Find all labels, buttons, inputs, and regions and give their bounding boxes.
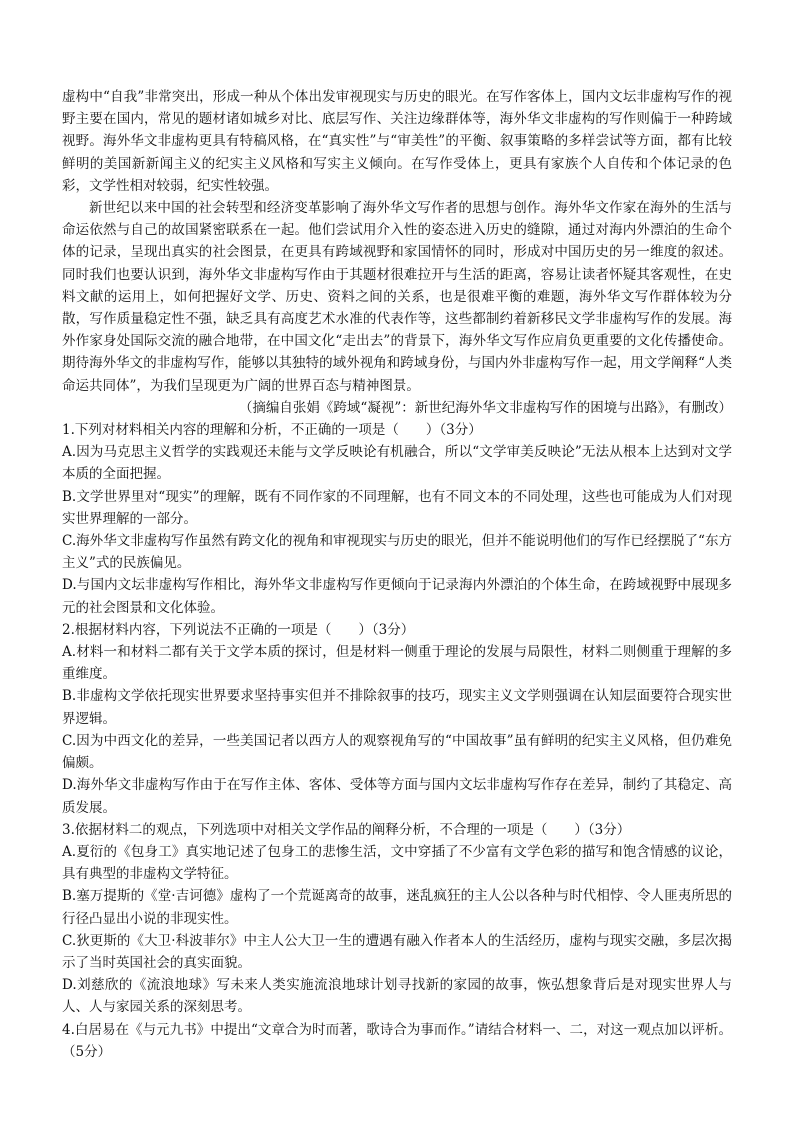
question-2-option-d: D.海外华文非虚构写作由于在写作主体、客体、受体等方面与国内文坛非虚构写作存在差异，制约了其稳定、高质发展。 xyxy=(62,777,732,816)
question-1-option-d: D.与国内文坛非虚构写作相比，海外华文非虚构写作更倾向于记录海内外漂泊的个体生命，在跨域视野中展现多元的社会图景和文化体验。 xyxy=(62,577,732,616)
question-4-stem: 4.白居易在《与元九书》中提出“文章合为时而著，歌诗合为事而作。”请结合材料一、二，对这一观点加以评析。（5分） xyxy=(62,1021,732,1060)
paragraph-2: 新世纪以来中国的社会转型和经济变革影响了海外华文写作者的思想与创作。海外华文作家在海外的生活与命运依然与自己的故国紧密联系在一起。他们尝试用介入性的姿态进入历史的缝隙，通过对海内外漂泊的生命个体的记录，呈现出真实的社会图景，在更具有跨域视野和家国情怀的同时，形成对中国历史的另一维度的叙述。同时我们也要认识到，海外华文非虚构写作由于其题材很难拉开与生活的距离，容易让读者怀疑其客观性，在史料文献的运用上，如何把握好文学、历史、资料之间的关系，也是很难平衡的难题，海外华文写作群体较为分散，写作质量稳定性不强，缺乏具有高度艺术水准的代表作等，这些都制约着新移民文学非虚构写作的发展。海外作家身处国际交流的融合地带，在中国文化“走出去”的背景下，海外华文写作应肩负更重要的文化传播使命。期待海外华文的非虚构写作，能够以其独特的域外视角和跨域身份，与国内外非虚构写作一起，用文学阐释“人类命运共同体”，为我们呈现更为广阔的世界百态与精神图景。 xyxy=(62,200,732,394)
question-2-stem: 2.根据材料内容，下列说法不正确的一项是（ ）（3分） xyxy=(62,621,415,638)
question-2-option-c: C.因为中西文化的差异，一些美国记者以西方人的观察视角写的“中国故事”虽有鲜明的纪实主义风格，但仍难免偏颇。 xyxy=(62,732,732,772)
question-1-option-a: A.因为马克思主义哲学的实践观还未能与文学反映论有机融合，所以“文学审美反映论”无法从根本上达到对文学本质的全面把握。 xyxy=(62,444,732,483)
paragraph-1: 虚构中“自我”非常突出，形成一种从个体出发审视现实与历史的眼光。在写作客体上，国内文坛非虚构写作的视野主要在国内，常见的题材诸如城乡对比、底层写作、关注边缘群体等，海外华文非虚构的写作则偏于一种跨域视野。海外华文非虚构更具有特稿风格，在“真实性”与“审美性”的平衡、叙事策略的多样尝试等方面，都有比较鲜明的美国新新闻主义的纪实主义风格和写实主义倾向。在写作受体上，更具有家族个人自传和个体记录的色彩，文学性相对较弱，纪实性较强。 xyxy=(62,89,732,194)
question-1-option-c: C.海外华文非虚构写作虽然有跨文化的视角和审视现实与历史的眼光，但并不能说明他们的写作已经摆脱了“东方主义”式的民族偏见。 xyxy=(62,533,732,572)
question-2-option-a: A.材料一和材料二都有关于文学本质的探讨，但是材料一侧重于理论的发展与局限性，材料二则侧重于理解的多重维度。 xyxy=(62,644,732,683)
question-3-option-d: D.刘慈欣的《流浪地球》写未来人类实施流浪地球计划寻找新的家园的故事，恢弘想象背后是对现实世界人与人、人与家园关系的深刻思考。 xyxy=(62,977,732,1016)
question-1-stem: 1.下列对材料相关内容的理解和分析，不正确的一项是（ ）（3分） xyxy=(62,422,482,439)
question-3-stem: 3.依据材料二的观点，下列选项中对相关文学作品的阐释分析，不合理的一项是（ ）（3分） xyxy=(62,821,631,838)
question-3-option-c: C.狄更斯的《大卫·科波菲尔》中主人公大卫一生的遭遇有融入作者本人的生活经历，虚构与现实交融，多层次揭示了当时英国社会的真实面貌。 xyxy=(62,932,732,971)
source-citation: （摘编自张娟《跨域“凝视”：新世纪海外华文非虚构写作的困境与出路》，有删改） xyxy=(238,399,732,416)
question-2-option-b: B.非虚构文学依托现实世界要求坚持事实但并不排除叙事的技巧，现实主义文学则强调在认知层面要符合现实世界逻辑。 xyxy=(62,688,732,727)
question-3-option-b: B.塞万提斯的《堂·吉诃德》虚构了一个荒诞离奇的故事，迷乱疯狂的主人公以各种与时代相悖、令人匪夷所思的行径凸显出小说的非现实性。 xyxy=(62,888,732,927)
question-3-option-a: A.夏衍的《包身工》真实地记述了包身工的悲惨生活，文中穿插了不少富有文学色彩的描写和饱含情感的议论，具有典型的非虚构文学特征。 xyxy=(62,843,732,883)
question-1-option-b: B.文学世界里对“现实”的理解，既有不同作家的不同理解，也有不同文本的不同处理，这些也可能成为人们对现实世界理解的一部分。 xyxy=(62,488,732,527)
